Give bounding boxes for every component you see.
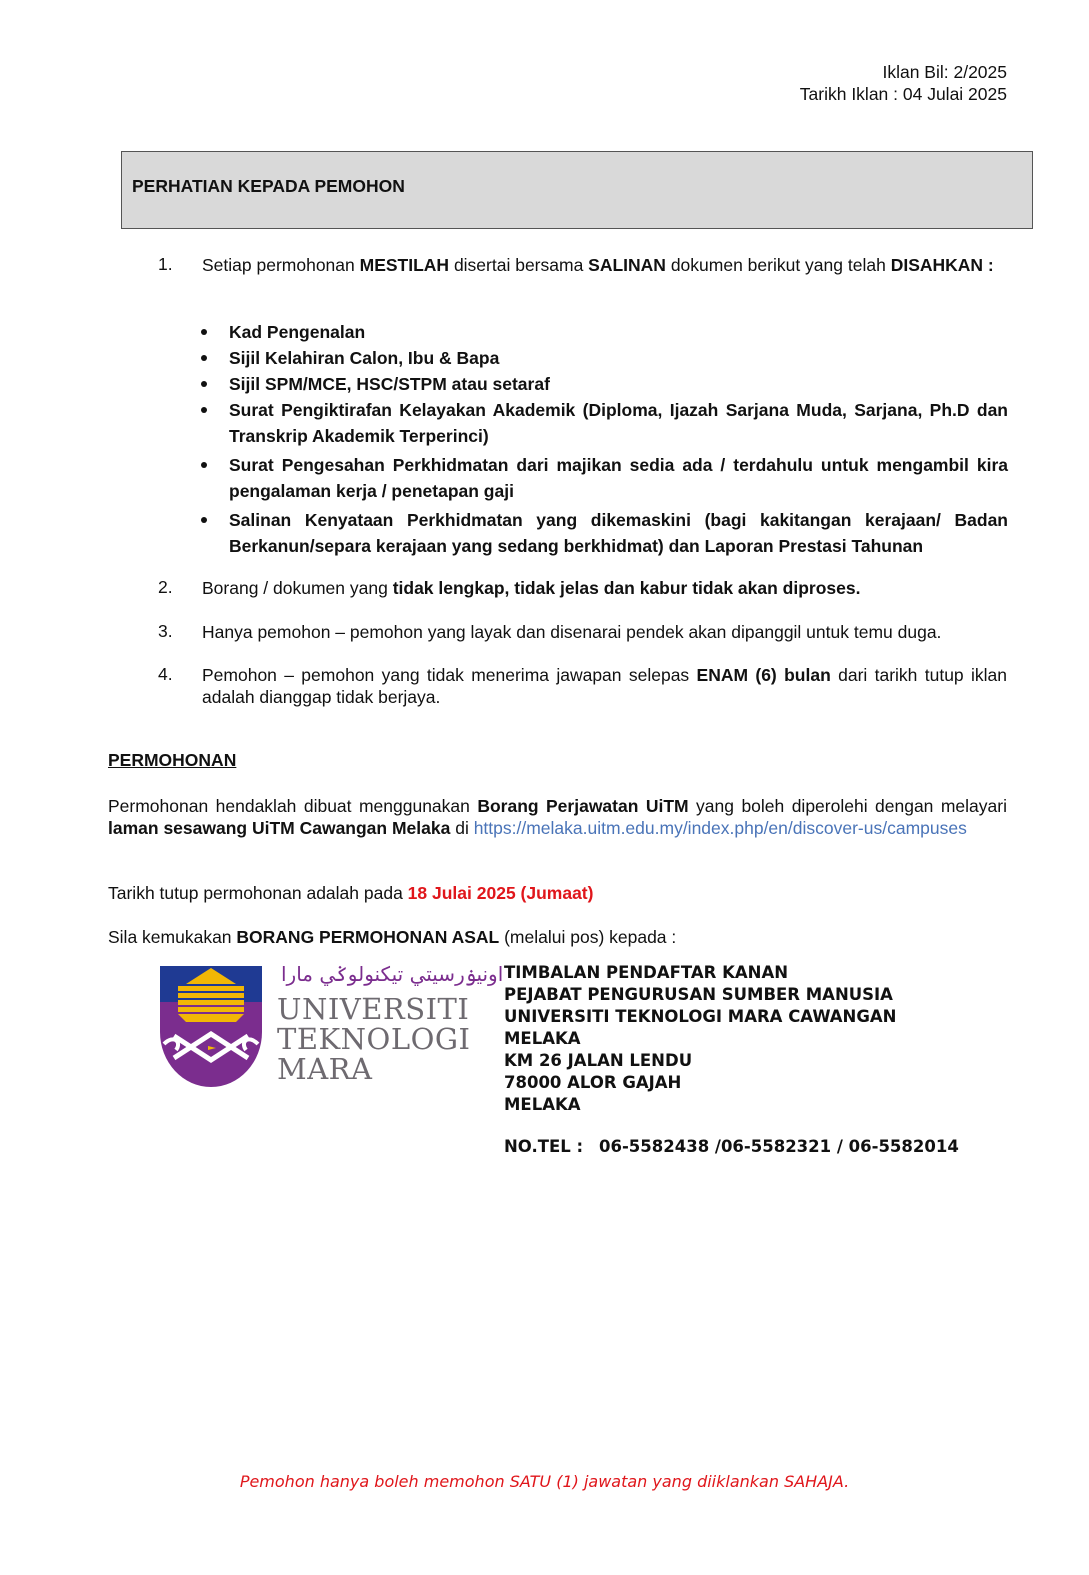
footer-note: Pemohon hanya boleh memohon SATU (1) jawatan yang diiklankan SAHAJA. bbox=[239, 1472, 850, 1491]
document-item: Sijil Kelahiran Calon, Ibu & Bapa bbox=[200, 345, 1008, 371]
application-heading: PERMOHONAN bbox=[108, 750, 237, 770]
notice-title: PERHATIAN KEPADA PEMOHON bbox=[132, 176, 405, 196]
notice-box bbox=[121, 151, 1033, 229]
item-1-text: Setiap permohonan MESTILAH disertai bersama SALINAN dokumen berikut yang telah DISAHKAN : bbox=[202, 255, 994, 275]
bullet-icon bbox=[201, 355, 207, 361]
logo-jawi-text: اونيۏرسيتي تيکنولوݢي مارا bbox=[281, 962, 504, 986]
item-2-text: Borang / dokumen yang tidak lengkap, tidak jelas dan kabur tidak akan diproses. bbox=[202, 578, 861, 598]
item-1-number: 1. bbox=[158, 254, 173, 274]
ad-date: Tarikh Iklan : 04 Julai 2025 bbox=[799, 84, 1007, 104]
bullet-icon bbox=[201, 381, 207, 387]
postal-address: TIMBALAN PENDAFTAR KANAN PEJABAT PENGURUSAN SUMBER MANUSIA UNIVERSITI TEKNOLOGI MARA CAWANGAN MELAKA KM 26 JALAN LENDU 78000 ALOR GAJAH MELAKA bbox=[504, 963, 897, 1114]
telephone-label: NO.TEL : bbox=[504, 1137, 584, 1156]
document-item: Surat Pengiktirafan Kelayakan Akademik (Diploma, Ijazah Sarjana Muda, Sarjana, Ph.D dan Transkrip Akademik Terperinci) bbox=[200, 397, 1008, 449]
application-form-link[interactable]: https://melaka.uitm.edu.my/index.php/en/discover-us/campuses bbox=[473, 818, 967, 838]
document-item: Kad Pengenalan bbox=[200, 319, 1008, 345]
bullet-icon bbox=[201, 407, 207, 413]
ad-number: Iklan Bil: 2/2025 bbox=[882, 62, 1007, 82]
document-item: Sijil SPM/MCE, HSC/STPM atau setaraf bbox=[200, 371, 1008, 397]
telephone-line bbox=[504, 1137, 959, 1156]
bullet-icon bbox=[201, 517, 207, 523]
uitm-logo-emblem bbox=[156, 962, 268, 1092]
bullet-icon bbox=[201, 462, 207, 468]
item-4-number: 4. bbox=[158, 664, 173, 684]
document-list bbox=[200, 319, 1008, 559]
logo-wordmark: UNIVERSITI TEKNOLOGI MARA bbox=[277, 992, 471, 1086]
item-3-text: Hanya pemohon – pemohon yang layak dan disenarai pendek akan dipanggil untuk temu duga. bbox=[202, 622, 942, 642]
bullet-icon bbox=[201, 329, 207, 335]
item-2-number: 2. bbox=[158, 577, 173, 597]
item-3-number: 3. bbox=[158, 621, 173, 641]
closing-date: 18 Julai 2025 (Jumaat) bbox=[407, 883, 594, 903]
ad-reference bbox=[800, 61, 1007, 105]
document-item: Salinan Kenyataan Perkhidmatan yang dikemaskini (bagi kakitangan kerajaan/ Badan Berkanun/separa kerajaan yang sedang berkhidmat) dan Laporan Prestasi Tahunan bbox=[200, 507, 1008, 559]
document-item: Surat Pengesahan Perkhidmatan dari majikan sedia ada / terdahulu untuk mengambil kira pengalaman kerja / penetapan gaji bbox=[200, 452, 1008, 504]
telephone-numbers: 06-5582438 /06-5582321 / 06-5582014 bbox=[599, 1137, 959, 1156]
submission-line: Sila kemukakan BORANG PERMOHONAN ASAL (melalui pos) kepada : bbox=[108, 927, 677, 947]
item-4-text: Pemohon – pemohon yang tidak menerima jawapan selepas ENAM (6) bulan dari tarikh tutup iklan adalah dianggap tidak berjaya. bbox=[202, 665, 1007, 707]
application-instructions: Permohonan hendaklah dibuat menggunakan Borang Perjawatan UiTM yang boleh diperolehi dengan melayari laman sesawang UiTM Cawangan Melaka di https://melaka.uitm.edu.my/index.php/en/discover-us/campuses bbox=[108, 796, 1007, 838]
closing-date-line: Tarikh tutup permohonan adalah pada 18 Julai 2025 (Jumaat) bbox=[108, 883, 594, 903]
